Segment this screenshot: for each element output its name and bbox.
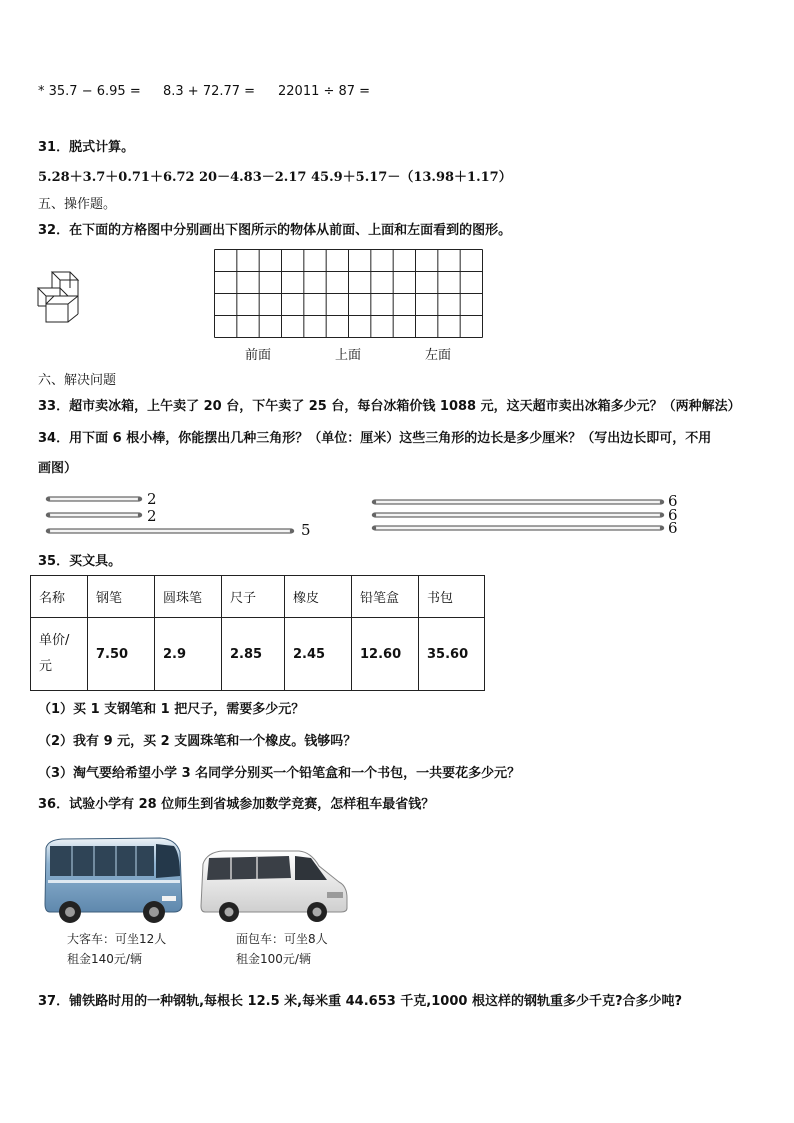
rod-length-label: 6: [668, 506, 678, 524]
question-32-title: 32．在下面的方格图中分别画出下图所示的物体从前面、上面和左面看到的图形。: [38, 223, 512, 238]
rod-length-label: 2: [147, 507, 157, 525]
question-34-line-1: 34．用下面 6 根小棒，你能摆出几种三角形？（单位：厘米）这些三角形的边长是多少厘米？（写出边长即可，不用: [38, 431, 712, 446]
calc-expression-1: * 35.7 − 6.95 =: [38, 84, 141, 99]
calc-expression-2: 8.3 + 72.77 =: [163, 84, 256, 99]
table-header-cell: 橡皮: [285, 576, 352, 618]
table-row-label: [31, 618, 88, 691]
q31-expression-2: 20－4.83－2.17: [199, 170, 307, 185]
grid-label-front: 前面: [245, 348, 272, 363]
question-36-title: 36．试验小学有 28 位师生到省城参加数学竞赛，怎样租车最省钱？: [38, 797, 435, 812]
bus-image: [42, 834, 188, 930]
table-cell: 35.60: [419, 618, 485, 691]
table-cell: 2.45: [285, 618, 352, 691]
grid-label-top: 上面: [335, 348, 362, 363]
drawing-grid[interactable]: [214, 249, 482, 338]
table-row: [31, 618, 485, 691]
question-35-title: 35．买文具。: [38, 554, 122, 569]
table-cell: 2.85: [222, 618, 285, 691]
q35-sub-question-3: （3）淘气要给希望小学 3 名同学分别买一个铅笔盒和一个书包，一共要花多少元？: [38, 766, 521, 781]
question-34-line-2: 画图）: [38, 461, 78, 476]
question-33-text: 33．超市卖冰箱，上午卖了 20 台，下午卖了 25 台，每台冰箱价钱 1088 元，这天超市卖出冰箱多少元？（两种解法）: [38, 399, 741, 414]
rod-length-label: 6: [668, 492, 678, 510]
question-37-text: 37．铺铁路时用的一种钢轨,每根长 12.5 米,每米重 44.653 千克,1000 根这样的钢轨重多少千克?合多少吨?: [38, 994, 683, 1009]
table-header-cell: 书包: [419, 576, 485, 618]
cube-figure: [36, 270, 84, 330]
van-capacity-caption: 面包车：可坐8人: [236, 932, 328, 946]
rod-length-label: 2: [147, 490, 157, 508]
table-header-cell: 铅笔盒: [352, 576, 419, 618]
table-header-cell: 圆珠笔: [155, 576, 222, 618]
row-label-line-1: 单价/: [39, 633, 70, 648]
table-header-cell: 名称: [31, 576, 88, 618]
price-table: [30, 575, 485, 691]
rods-right-group: [370, 497, 670, 541]
q31-expression-3: 45.9＋5.17－（13.98＋1.17）: [311, 170, 512, 185]
table-header-row: [31, 576, 485, 618]
grid-label-left: 左面: [425, 348, 452, 363]
q35-sub-question-2: （2）我有 9 元，买 2 支圆珠笔和一个橡皮。钱够吗？: [38, 734, 357, 749]
table-cell: 7.50: [88, 618, 155, 691]
calc-expression-3: 22011 ÷ 87 =: [278, 84, 371, 99]
rod-length-label: 6: [668, 519, 678, 537]
rod-length-label: 5: [301, 521, 311, 539]
q35-sub-question-1: （1）买 1 支钢笔和 1 把尺子，需要多少元？: [38, 702, 305, 717]
section-5-heading: 五、操作题。: [38, 197, 117, 212]
table-header-cell: 钢笔: [88, 576, 155, 618]
question-31-title: 31．脱式计算。: [38, 140, 135, 155]
table-cell: 12.60: [352, 618, 419, 691]
table-cell: 2.9: [155, 618, 222, 691]
row-label-line-2: 元: [39, 659, 53, 674]
bus-rent-caption: 租金140元/辆: [67, 952, 142, 966]
rods-left-group: [44, 494, 314, 544]
q31-expression-1: 5.28＋3.7＋0.71＋6.72: [38, 170, 195, 185]
van-image: [199, 848, 349, 928]
table-header-cell: 尺子: [222, 576, 285, 618]
van-rent-caption: 租金100元/辆: [236, 952, 311, 966]
section-6-heading: 六、解决问题: [38, 373, 117, 388]
bus-capacity-caption: 大客车：可坐12人: [67, 932, 167, 946]
